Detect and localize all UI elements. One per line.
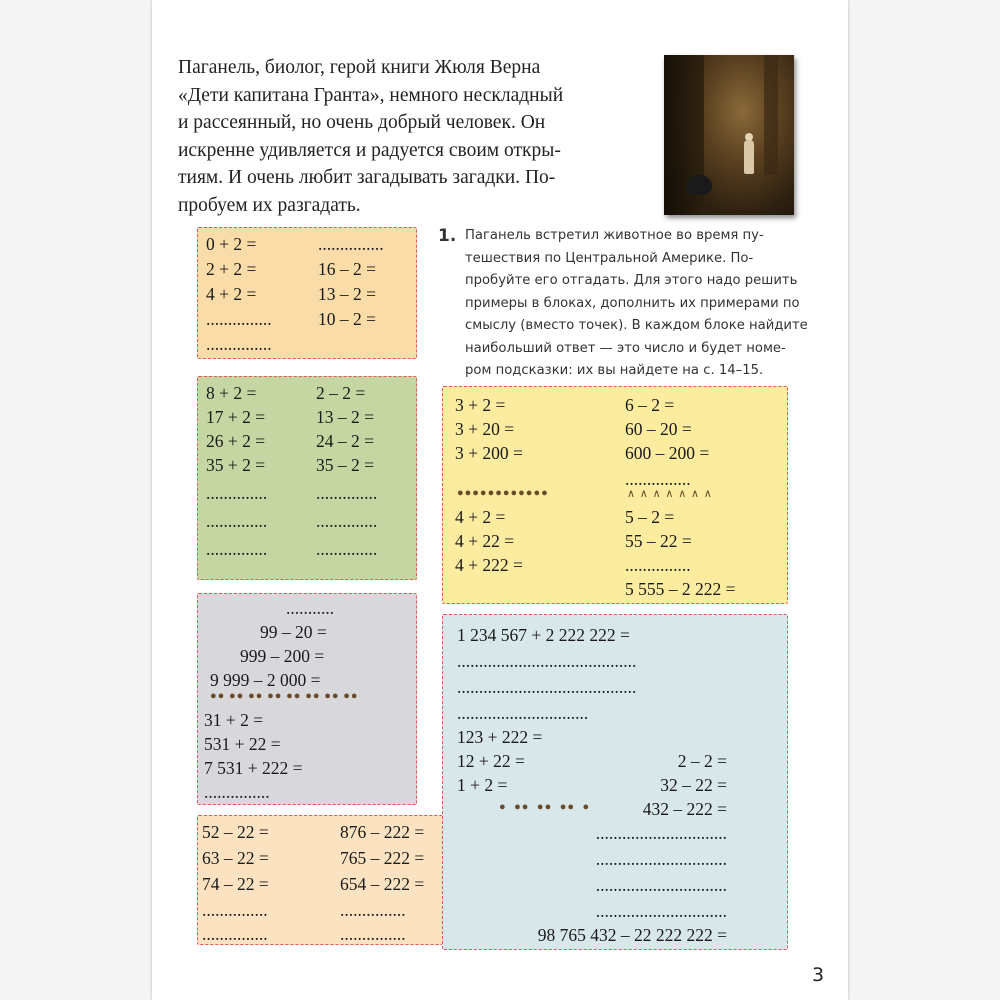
answer-blank: ............... [625,555,691,575]
example: 654 – 222 = [340,874,425,894]
example: 32 – 22 = [660,775,727,795]
bird-tracks-icon: ∧ ∧ ∧ ∧ ∧ ∧ ∧ [627,488,713,500]
example: 35 + 2 = [206,455,266,475]
answer-blank: .............................. [595,901,727,921]
example: 4 + 2 = [206,284,257,304]
example-block-5 [442,386,788,604]
answer-blank: ............... [206,334,272,354]
answer-blank: .............. [206,539,268,559]
example-block-2 [197,376,417,580]
left-margin [0,0,152,1000]
answer-blank: ......................................... [457,651,637,671]
example: 13 – 2 = [316,407,374,427]
footprints-icon: ●● ●● ●● ●● ●● ●● ●● ●● [210,690,359,702]
example: 60 – 20 = [625,419,692,439]
answer-blank: .............. [316,511,378,531]
example: 4 + 222 = [455,555,523,575]
example: 55 – 22 = [625,531,692,551]
paganel-painting [664,55,794,215]
example: 8 + 2 = [206,383,257,403]
example: 4 + 22 = [455,531,515,551]
example-block-6 [442,614,788,950]
example: 24 – 2 = [316,431,374,451]
footprints-icon: ●●●●●●●●●●●● [457,487,549,499]
answer-blank: ............... [206,309,272,329]
example: 63 – 22 = [202,848,269,868]
answer-blank: .............. [316,539,378,559]
answer-blank: ............... [204,782,270,802]
example: 123 + 222 = [457,727,543,747]
example: 6 – 2 = [625,395,675,415]
answer-blank: ......................................... [457,677,637,697]
answer-blank: ............... [318,234,384,254]
answer-blank: ............... [340,900,406,920]
example: 2 – 2 = [677,751,727,771]
answer-blank: .............. [316,483,378,503]
example: 5 555 – 2 222 = [625,579,736,599]
task-1 [438,225,808,383]
answer-blank: .............................. [595,875,727,895]
answer-blank: ............... [340,924,406,944]
task-line: смыслу (вместо точек). В каждом блоке найдите [465,318,808,333]
answer-blank: ........... [286,598,335,618]
example: 531 + 22 = [204,734,281,754]
task-line: ром подсказки: их вы найдете на с. 14–15. [465,363,764,378]
painting-trunk [764,55,778,175]
example: 31 + 2 = [204,710,264,730]
intro-line: «Дети капитана Гранта», немного нескладный [178,84,564,106]
task-line: наибольший ответ — это число и будет номе- [465,340,786,356]
example: 876 – 222 = [340,822,425,842]
task-line: тешествия по Центральной Америке. По- [465,250,754,266]
example: 1 234 567 + 2 222 222 = [457,625,630,645]
intro-line: и рассеянный, но очень добрый человек. Он [178,112,546,133]
example: 52 – 22 = [202,822,269,842]
example-block-1 [197,227,417,359]
page-number: 3 [812,964,825,986]
example: 3 + 2 = [455,395,506,415]
example: 5 – 2 = [625,507,675,527]
example: 35 – 2 = [316,455,374,475]
answer-blank: .............. [206,483,268,503]
answer-blank: ............... [625,469,691,489]
intro-line: пробуем их разгадать. [178,194,361,216]
answer-blank: ............... [202,924,268,944]
example: 3 + 20 = [455,419,515,439]
example: 7 531 + 222 = [204,758,303,778]
example: 9 999 – 2 000 = [210,670,321,690]
intro-line: искренне удивляется и радуется своим откры- [178,139,561,161]
example-block-3 [197,593,417,805]
example: 17 + 2 = [206,407,266,427]
painting-butterfly [686,175,712,195]
answer-blank: ............... [202,900,268,920]
example: 4 + 2 = [455,507,506,527]
right-margin [848,0,1000,1000]
example: 1 + 2 = [457,775,508,795]
example: 10 – 2 = [318,309,376,329]
task-line: Паганель встретил животное во время пу- [465,228,764,243]
answer-blank: .............................. [595,849,727,869]
example: 98 765 432 – 22 222 222 = [537,925,727,945]
answer-blank: .............................. [457,703,589,723]
task-line: пробуйте его отгадать. Для этого надо решить [465,273,798,288]
example: 99 – 20 = [260,622,327,642]
example: 432 – 222 = [642,799,727,819]
painting-figure [744,140,754,174]
answer-blank: .............................. [595,823,727,843]
intro-line: Паганель, биолог, герой книги Жюля Верна [178,57,541,78]
example: 765 – 222 = [340,848,425,868]
task-number: 1. [438,226,457,246]
task-line: примеры в блоках, дополнить их примерами по [465,295,800,311]
footprints-icon: ● ●● ●● ●● ● [499,801,591,813]
example: 13 – 2 = [318,284,376,304]
example: 12 + 22 = [457,751,525,771]
example: 3 + 200 = [455,443,523,463]
example: 999 – 200 = [240,646,325,666]
example: 0 + 2 = [206,234,257,254]
example: 16 – 2 = [318,259,376,279]
intro-text [178,54,628,219]
example: 74 – 22 = [202,874,269,894]
example: 600 – 200 = [625,443,710,463]
intro-line: тиям. И очень любит загадывать загадки. По- [178,167,556,188]
example: 2 + 2 = [206,259,257,279]
example: 2 – 2 = [316,383,366,403]
example: 26 + 2 = [206,431,266,451]
answer-blank: .............. [206,511,268,531]
